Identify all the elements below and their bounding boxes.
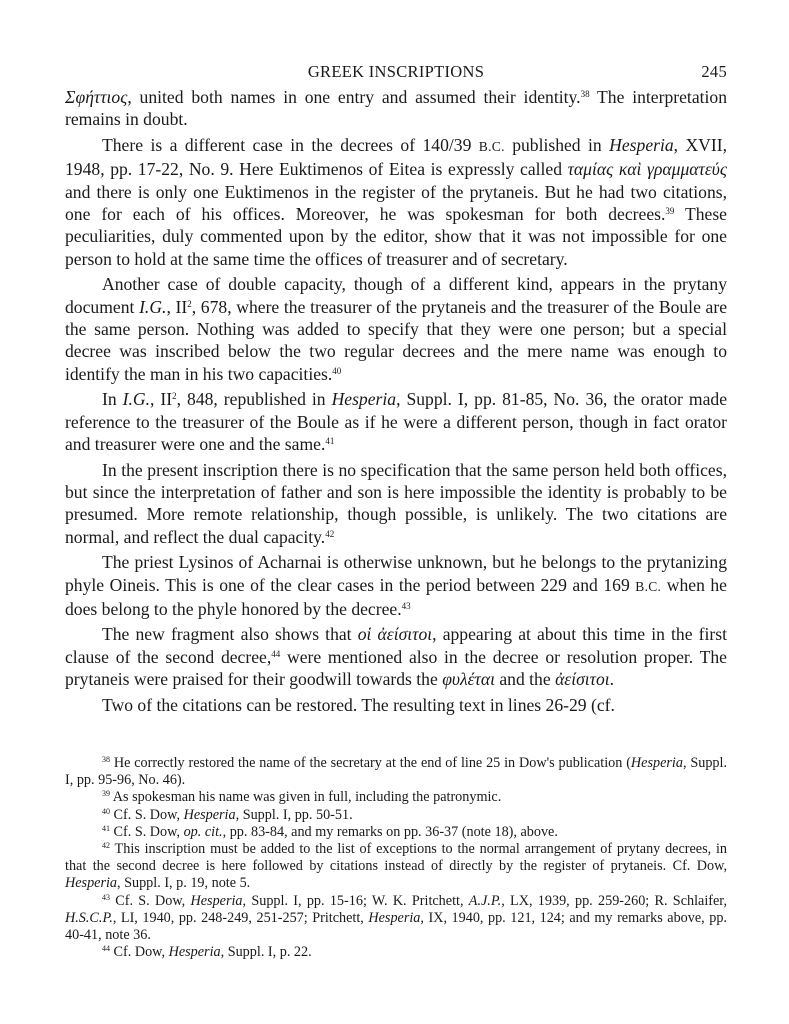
small-caps-text: B.C. bbox=[478, 138, 505, 154]
footnote-marker: 2 bbox=[187, 298, 192, 309]
italic-text: Hesperia bbox=[168, 944, 221, 961]
running-head bbox=[65, 58, 727, 86]
footnote-marker: 44 bbox=[102, 944, 110, 954]
greek-text: οἱ ἀείσιτοι bbox=[357, 624, 433, 645]
text-run: , 678, where the treasurer of the prytaneis and the treasurer of the Boule are the same person. Nothing was added to specify that they were one person; but a special decree was inscribed below the two regular decrees and the mere name was enough to identify the man in his two capacities. bbox=[65, 296, 728, 384]
footnote bbox=[65, 893, 727, 945]
footnote bbox=[65, 944, 727, 961]
paragraph bbox=[65, 459, 727, 549]
text-run: , united both names in one entry and assumed their identity. bbox=[127, 87, 581, 107]
body-text bbox=[65, 86, 727, 716]
text-run: , LX, 1939, pp. 259-260; R. Schlaifer, bbox=[501, 892, 727, 909]
italic-text: Hesperia bbox=[190, 892, 243, 909]
text-run: Cf. Dow, bbox=[110, 944, 169, 961]
text-run: In the present inscription there is no specification that the same person held both offices, but since the interpretation of father and son is here impossible the identity is probably to be presumed. More remote relationship, though possible, is unlikely. The two citations are normal, and reflect the dual capacity. bbox=[65, 459, 727, 547]
text-run: , II bbox=[150, 389, 173, 410]
footnote-marker: 41 bbox=[325, 436, 335, 447]
text-run: , appearing at about this time in the first clause of the second decree, bbox=[65, 624, 728, 667]
paragraph bbox=[65, 388, 727, 455]
text-run: As spokesman his name was given in full, including the patronymic. bbox=[110, 789, 502, 806]
text-run: . bbox=[609, 669, 615, 690]
text-run: , LI, 1940, pp. 248-249, 251-257; Pritchett, bbox=[112, 909, 369, 926]
italic-text: Hesperia bbox=[65, 875, 118, 892]
text-run: , Suppl. I, pp. 15-16; W. K. Pritchett, bbox=[242, 892, 469, 909]
footnote bbox=[65, 841, 727, 893]
small-caps-text: B.C. bbox=[635, 578, 662, 594]
italic-text: Hesperia bbox=[630, 755, 683, 771]
text-run: , IX, 1940, pp. 121, 124; and my remarks above, pp. 40-41, note 36. bbox=[65, 909, 727, 944]
footnote-marker: 42 bbox=[102, 841, 110, 851]
italic-text: op. cit. bbox=[183, 823, 223, 840]
footnote bbox=[65, 789, 727, 806]
footnotes bbox=[65, 755, 727, 961]
text-run: , Suppl. I, pp. 95-96, No. 46). bbox=[65, 755, 727, 789]
footnote bbox=[65, 755, 727, 789]
italic-text: Hesperia bbox=[183, 806, 236, 823]
text-run: Cf. S. Dow, bbox=[110, 806, 184, 823]
footnote-marker: 40 bbox=[332, 366, 342, 377]
text-run: The new fragment also shows that bbox=[102, 624, 358, 645]
footnote-marker: 38 bbox=[102, 755, 110, 765]
text-run: and there is only one Euktimenos in the register of the prytaneis. But he had two citations, one for each of his offices. Moreover, he was spokesman for both decrees. bbox=[65, 181, 727, 225]
paragraph bbox=[65, 134, 727, 270]
text-run: He correctly restored the name of the secretary at the end of line 25 in Dow's publication ( bbox=[110, 755, 631, 771]
text-run: The interpretation remains in doubt. bbox=[65, 87, 727, 130]
footnote-marker: 39 bbox=[665, 206, 675, 217]
text-run: and the bbox=[494, 669, 556, 690]
text-run: , Suppl. I, p. 22. bbox=[220, 944, 312, 961]
text-run: , 848, republished in bbox=[176, 389, 332, 410]
text-run: , Suppl. I, pp. 50-51. bbox=[235, 806, 353, 823]
text-run: This inscription must be added to the list of exceptions to the normal arrangement of prytany decrees, in that the second decree is here followed by citations instead of directly by the register of prytaneis. Cf. Dow, bbox=[65, 841, 727, 875]
text-run: The priest Lysinos of Acharnai is otherwise unknown, but he belongs to the prytanizing phyle Oineis. This is one of the clear cases in the period between 229 and 169 bbox=[65, 552, 727, 595]
footnote-marker: 40 bbox=[102, 806, 110, 816]
footnote-marker: 38 bbox=[580, 89, 590, 100]
text-run: , II bbox=[166, 296, 188, 317]
footnote bbox=[65, 824, 727, 841]
text-run: Two of the citations can be restored. The resulting text in lines 26-29 (cf. bbox=[102, 694, 615, 715]
italic-text: Hesperia bbox=[368, 909, 421, 926]
greek-text: ταμίας καὶ γραμματεύς bbox=[567, 159, 727, 180]
paragraph bbox=[65, 86, 727, 131]
paragraph bbox=[65, 273, 727, 385]
footnote-marker: 43 bbox=[102, 892, 110, 902]
italic-text: I.G. bbox=[139, 296, 167, 317]
italic-text: A.J.P. bbox=[468, 892, 502, 909]
footnote-marker: 41 bbox=[102, 824, 110, 834]
italic-text: I.G. bbox=[122, 389, 151, 410]
greek-text: ἀείσιτοι bbox=[555, 669, 610, 690]
italic-text: Hesperia bbox=[609, 134, 674, 155]
footnote-marker: 2 bbox=[172, 391, 177, 402]
italic-text: Hesperia bbox=[331, 389, 397, 410]
running-title: GREEK INSCRIPTIONS bbox=[307, 62, 485, 81]
footnote bbox=[65, 807, 727, 824]
text-run: Cf. S. Dow, bbox=[110, 823, 184, 840]
text-run: Cf. S. Dow, bbox=[110, 892, 191, 909]
paragraph bbox=[65, 694, 727, 716]
page bbox=[65, 58, 727, 716]
text-run: published in bbox=[504, 134, 610, 155]
text-run: when he does belong to the phyle honored by the decree. bbox=[65, 574, 727, 619]
text-run: Another case of double capacity, though of a different kind, appears in the prytany document bbox=[65, 274, 727, 317]
paragraph bbox=[65, 551, 727, 620]
greek-text: Σφήττιος bbox=[65, 87, 128, 107]
text-run: In bbox=[102, 389, 123, 410]
text-run: These peculiarities, duly commented upon by the editor, show that it was not impossible for one person to hold at the same time the offices of treasurer and of secretary. bbox=[65, 204, 727, 269]
paragraph bbox=[65, 623, 727, 690]
footnote-marker: 42 bbox=[325, 528, 335, 539]
text-run: were mentioned also in the decree or resolution proper. The prytaneis were praised for their goodwill towards the bbox=[65, 646, 727, 690]
italic-text: H.S.C.P. bbox=[65, 909, 113, 926]
text-run: , Suppl. I, p. 19, note 5. bbox=[117, 875, 251, 892]
footnote-marker: 39 bbox=[102, 789, 110, 799]
text-run: , Suppl. I, pp. 81-85, No. 36, the orator made reference to the treasurer of the Boule as if he were a different person, though in fact orator and treasurer were one and the same. bbox=[65, 389, 728, 455]
footnote-marker: 44 bbox=[271, 648, 281, 659]
greek-text: φυλέται bbox=[442, 669, 495, 690]
footnote-marker: 43 bbox=[401, 601, 411, 612]
page-number: 245 bbox=[701, 62, 727, 81]
text-run: , XVII, 1948, pp. 17-22, No. 9. Here Euktimenos of Eitea is expressly called bbox=[65, 134, 728, 180]
text-run: There is a different case in the decrees of 140/39 bbox=[102, 134, 479, 155]
text-run: , pp. 83-84, and my remarks on pp. 36-37 (note 18), above. bbox=[222, 823, 558, 840]
